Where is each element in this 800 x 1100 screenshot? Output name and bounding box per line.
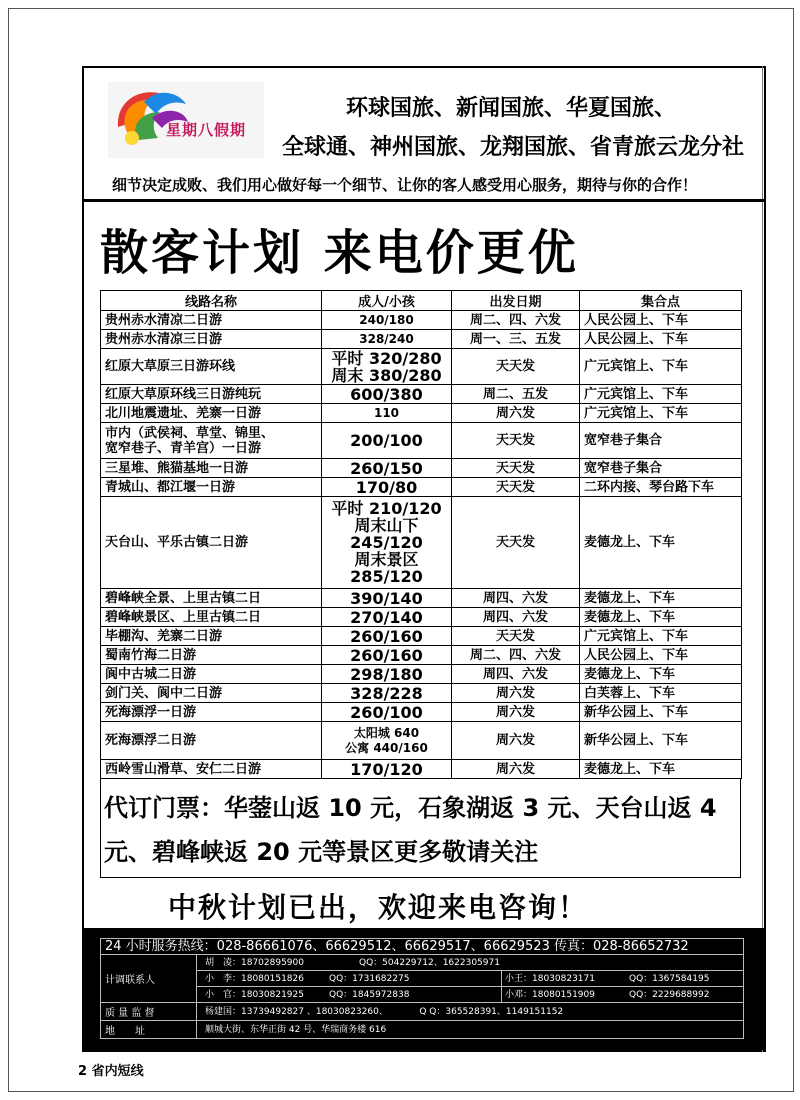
route-date: 周六发 <box>452 404 580 423</box>
table-row <box>101 608 742 627</box>
table-row <box>101 423 742 459</box>
contact-deng: 小邓：18080151909 <box>505 990 595 1000</box>
contact-li-qq: QQ：1731682275 <box>329 974 410 984</box>
table-row <box>101 627 742 646</box>
mid-autumn-notice: 中秋计划已出，欢迎来电咨询！ <box>168 891 589 924</box>
contact-hu-qq: QQ：504229712、1622305971 <box>359 958 500 968</box>
route-price <box>322 497 452 589</box>
route-name: 剑门关、阆中二日游 <box>101 684 322 703</box>
route-meeting-point: 广元宾馆上、下车 <box>580 385 742 404</box>
address-row <box>100 1021 744 1039</box>
table-row <box>101 311 742 330</box>
quality-row <box>100 1003 744 1021</box>
route-meeting-point: 二环内接、琴台路下车 <box>580 478 742 497</box>
contact-grid <box>100 938 744 1046</box>
route-name: 贵州赤水清凉二日游 <box>101 311 322 330</box>
table-row <box>101 459 742 478</box>
route-meeting-point: 麦德龙上、下车 <box>580 665 742 684</box>
route-date: 天天发 <box>452 349 580 385</box>
route-meeting-point: 麦德龙上、下车 <box>580 497 742 589</box>
routes-table <box>100 290 742 779</box>
route-price: 270/140 <box>322 608 452 627</box>
route-price: 170/120 <box>322 760 452 779</box>
route-date: 周四、六发 <box>452 589 580 608</box>
route-date: 周六发 <box>452 722 580 760</box>
agencies-line-2: 全球通、神州国旅、龙翔国旅、省青旅云龙分社 <box>282 135 745 160</box>
table-row <box>101 497 742 589</box>
contacts-label: 计调联系人 <box>101 955 197 1002</box>
row-separator <box>197 970 743 971</box>
table-row <box>101 665 742 684</box>
table-row <box>101 703 742 722</box>
route-price: 200/100 <box>322 423 452 459</box>
route-price <box>322 349 452 385</box>
route-name: 红原大草原三日游环线 <box>101 349 322 385</box>
contact-hu: 胡 凌：18702895900 <box>205 958 304 968</box>
route-date: 周二、四、六发 <box>452 311 580 330</box>
contact-deng-qq: QQ：2229688992 <box>629 990 710 1000</box>
route-meeting-point: 宽窄巷子集合 <box>580 459 742 478</box>
route-meeting-point: 广元宾馆上、下车 <box>580 349 742 385</box>
table-row <box>101 684 742 703</box>
route-date: 周四、六发 <box>452 665 580 684</box>
route-name: 碧峰峡全景、上里古镇二日 <box>101 589 322 608</box>
price-line: 公寓 440/160 <box>345 740 428 755</box>
table-row <box>101 330 742 349</box>
route-price: 328/228 <box>322 684 452 703</box>
route-name-line: 宽窄巷子、青羊宫）一日游 <box>105 440 262 456</box>
route-name: 北川地震遗址、羌寨一日游 <box>101 404 322 423</box>
table-row <box>101 385 742 404</box>
route-name: 三星堆、熊猫基地一日游 <box>101 459 322 478</box>
route-date: 天天发 <box>452 423 580 459</box>
route-date: 天天发 <box>452 627 580 646</box>
route-meeting-point: 新华公园上、下车 <box>580 703 742 722</box>
ticket-offer <box>104 786 744 874</box>
contact-guan-qq: QQ：1845972838 <box>329 990 410 1000</box>
logo-text: 星期八假期 <box>166 121 247 139</box>
route-meeting-point: 人民公园上、下车 <box>580 646 742 665</box>
route-date: 周一、三、五发 <box>452 330 580 349</box>
price-line: 平时 320/280 <box>331 348 442 368</box>
route-name: 死海漂浮一日游 <box>101 703 322 722</box>
route-date: 天天发 <box>452 459 580 478</box>
col-header-date: 出发日期 <box>452 291 580 311</box>
route-price: 260/150 <box>322 459 452 478</box>
price-line: 285/120 <box>350 567 423 586</box>
table-row <box>101 722 742 760</box>
route-price: 600/380 <box>322 385 452 404</box>
contact-li: 小 李：18080151826 <box>205 974 304 984</box>
col-header-route: 线路名称 <box>101 291 322 311</box>
route-name-line: 市内（武侯祠、草堂、锦里、 <box>105 425 275 441</box>
route-date: 周六发 <box>452 684 580 703</box>
column-separator <box>501 971 502 1003</box>
hotline: 24 小时服务热线：028-86661076、66629512、66629517、66629523 传真：028-86652732 <box>100 938 744 955</box>
route-meeting-point: 白芙蓉上、下车 <box>580 684 742 703</box>
route-name: 死海漂浮二日游 <box>101 722 322 760</box>
route-meeting-point: 人民公园上、下车 <box>580 330 742 349</box>
route-name: 青城山、都江堰一日游 <box>101 478 322 497</box>
route-name: 西岭雪山滑草、安仁二日游 <box>101 760 322 779</box>
route-price: 260/160 <box>322 646 452 665</box>
contact-guan: 小 官：18030821925 <box>205 990 304 1000</box>
table-header-row <box>101 291 742 311</box>
route-price: 390/140 <box>322 589 452 608</box>
table-row <box>101 478 742 497</box>
address-label: 地 址 <box>101 1021 197 1038</box>
route-meeting-point: 麦德龙上、下车 <box>580 760 742 779</box>
quality-label: 质 量 监 督 <box>101 1003 197 1020</box>
route-name: 阆中古城二日游 <box>101 665 322 684</box>
route-price: 260/160 <box>322 627 452 646</box>
table-row <box>101 589 742 608</box>
row-separator <box>197 986 743 987</box>
route-date: 天天发 <box>452 478 580 497</box>
table-row <box>101 349 742 385</box>
address: 顺城大街、东华正街 42 号、华瑞商务楼 616 <box>205 1025 387 1035</box>
route-meeting-point: 人民公园上、下车 <box>580 311 742 330</box>
route-name: 毕棚沟、羌寨二日游 <box>101 627 322 646</box>
contact-wang: 小王：18030823171 <box>505 974 595 984</box>
price-line: 245/120 <box>350 533 423 552</box>
route-meeting-point: 麦德龙上、下车 <box>580 589 742 608</box>
route-meeting-point: 广元宾馆上、下车 <box>580 404 742 423</box>
col-header-price: 成人/小孩 <box>322 291 452 311</box>
contact-wang-qq: QQ：1367584195 <box>629 974 710 984</box>
table-row <box>101 646 742 665</box>
route-name: 碧峰峡景区、上里古镇二日 <box>101 608 322 627</box>
route-date: 周二、四、六发 <box>452 646 580 665</box>
page-footer: 2 省内短线 <box>78 1064 144 1079</box>
route-date: 周二、五发 <box>452 385 580 404</box>
price-line: 周末景区 <box>354 550 419 569</box>
route-price: 298/180 <box>322 665 452 684</box>
agencies-line-1: 环球国旅、新闻国旅、华夏国旅、 <box>346 96 677 121</box>
divider <box>84 199 764 202</box>
ticket-offer-line: 元、碧峰峡返 20 元等景区更多敬请关注 <box>104 838 539 866</box>
slogan: 细节决定成败、我们用心做好每一个细节、让你的客人感受用心服务，期待与你的合作！ <box>112 176 698 194</box>
price-line: 太阳城 640 <box>353 725 420 740</box>
route-price: 260/100 <box>322 703 452 722</box>
route-date: 周四、六发 <box>452 608 580 627</box>
route-name: 红原大草原环线三日游纯玩 <box>101 385 322 404</box>
page-title: 散客计划 来电价更优 <box>100 225 579 281</box>
table-row <box>101 760 742 779</box>
route-date: 周六发 <box>452 703 580 722</box>
route-price <box>322 722 452 760</box>
advert-edge <box>762 66 766 1052</box>
route-date: 周六发 <box>452 760 580 779</box>
route-price: 240/180 <box>322 311 452 330</box>
route-date: 天天发 <box>452 497 580 589</box>
route-price: 328/240 <box>322 330 452 349</box>
company-logo <box>108 82 264 158</box>
route-price: 170/80 <box>322 478 452 497</box>
route-name: 天台山、平乐古镇二日游 <box>101 497 322 589</box>
route-meeting-point: 广元宾馆上、下车 <box>580 627 742 646</box>
col-header-meeting-point: 集合点 <box>580 291 742 311</box>
route-meeting-point: 新华公园上、下车 <box>580 722 742 760</box>
price-line: 平时 210/120 <box>331 499 442 518</box>
ticket-offer-line: 代订门票：华蓥山返 10 元，石象湖返 3 元、天台山返 4 <box>104 794 717 822</box>
price-line: 周末 380/280 <box>331 365 442 385</box>
table-row <box>101 404 742 423</box>
route-meeting-point: 麦德龙上、下车 <box>580 608 742 627</box>
route-name: 贵州赤水清凉三日游 <box>101 330 322 349</box>
route-name <box>101 423 322 459</box>
route-name: 蜀南竹海二日游 <box>101 646 322 665</box>
contacts-row <box>100 955 744 1003</box>
quality-supervisor: 杨建国：13739492827 、18030823260、 Q Q：365528391、1149151152 <box>205 1007 564 1017</box>
route-meeting-point: 宽窄巷子集合 <box>580 423 742 459</box>
route-price: 110 <box>322 404 452 423</box>
price-line: 周末山下 <box>354 516 419 535</box>
